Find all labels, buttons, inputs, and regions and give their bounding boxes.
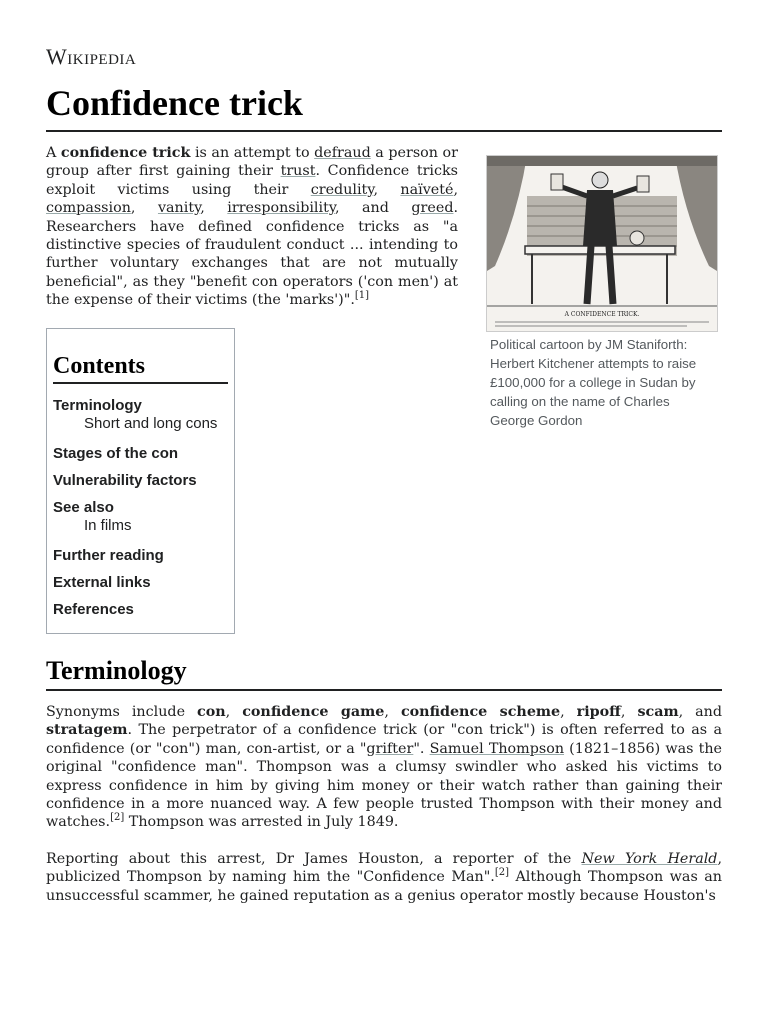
toc-item-short-and-long-cons[interactable]: Short and long cons [84,415,218,432]
toc-item-vulnerability-factors[interactable]: Vulnerability factors [53,472,197,489]
link-naivete[interactable]: naïveté [400,181,454,198]
link-irresponsibility[interactable]: irresponsibility [227,200,336,217]
link-credulity[interactable]: credulity [310,181,374,198]
toc-heading: Contents [53,353,228,384]
link-trust[interactable]: trust [280,163,316,180]
toc-item-external-links[interactable]: External links [53,574,151,591]
figure-caption: Political cartoon by JM Staniforth: Herbert Kitchener attempts to raise £100,000 for a college in Sudan by calling on the name of Charles George Gordon [490,337,697,428]
reference-2[interactable]: [2] [110,812,125,824]
link-vanity[interactable]: vanity [157,200,201,217]
terminology-paragraph-1: Synonyms include con, confidence game, confidence scheme, ripoff, scam, and stratagem. The perpetrator of a confidence trick (or "con trick") is often referred to as a confidence (or "con") man, con-artist, or a "grifter". Samuel Thompson (1821–1856) was the original "confidence man". Thompson was a clumsy swindler who asked his victims to express confidence in him by giving him money or their watch rather than gaining their confidence in a more nuanced way. A few people trusted Thompson with their money and watches.[2] Thompson was arrested in July 1849. [46,704,723,831]
toc-item-in-films[interactable]: In films [84,517,132,534]
reference-1[interactable]: [1] [354,290,370,302]
link-grifter[interactable]: grifter [366,740,414,757]
link-compassion[interactable]: compassion [46,200,131,217]
link-greed[interactable]: greed [411,200,454,217]
page-title: Confidence trick [46,82,722,132]
cartoon-title: A CONFIDENCE TRICK. [564,311,640,318]
reference-2b[interactable]: [2] [494,867,509,879]
toc-item-terminology[interactable]: Terminology [53,397,142,414]
toc-item-see-also[interactable]: See also [53,499,114,516]
link-new-york-herald[interactable]: New York Herald [581,851,718,867]
cartoon-image[interactable] [486,155,718,332]
intro-paragraph: A confidence trick is an attempt to defraud a person or group after first gaining their trust. Confidence tricks exploit victims using their credulity, naïveté, compassion, vanity, irresponsibility, and greed. Researchers have defined confidence tricks as "a distinctive species of fraudulent conduct ... intending to further voluntary exchanges that are not mutually beneficial", as they "benefit con operators ('con men') at the expense of their victims (the 'marks')".[1] [46,145,459,309]
terminology-paragraph-2: Reporting about this arrest, Dr James Houston, a reporter of the New York Herald, publicized Thompson by naming him the "Confidence Man".[2] Although Thompson was an unsuccessful scammer, he gained reputation as a genius operator mostly because Houston's [46,851,723,904]
section-heading-terminology: Terminology [46,656,722,691]
toc-item-stages-of-the-con[interactable]: Stages of the con [53,445,179,462]
wikipedia-logo[interactable]: Wikipedia [46,44,137,69]
link-samuel-thompson[interactable]: Samuel Thompson [429,740,565,757]
toc-item-further-reading[interactable]: Further reading [53,547,164,564]
figure-thumbnail [486,155,718,430]
table-of-contents [46,328,235,634]
term-confidence-trick: confidence trick [60,145,191,161]
link-defraud[interactable]: defraud [314,145,371,161]
toc-list [47,392,234,623]
toc-item-references[interactable]: References [53,601,134,618]
